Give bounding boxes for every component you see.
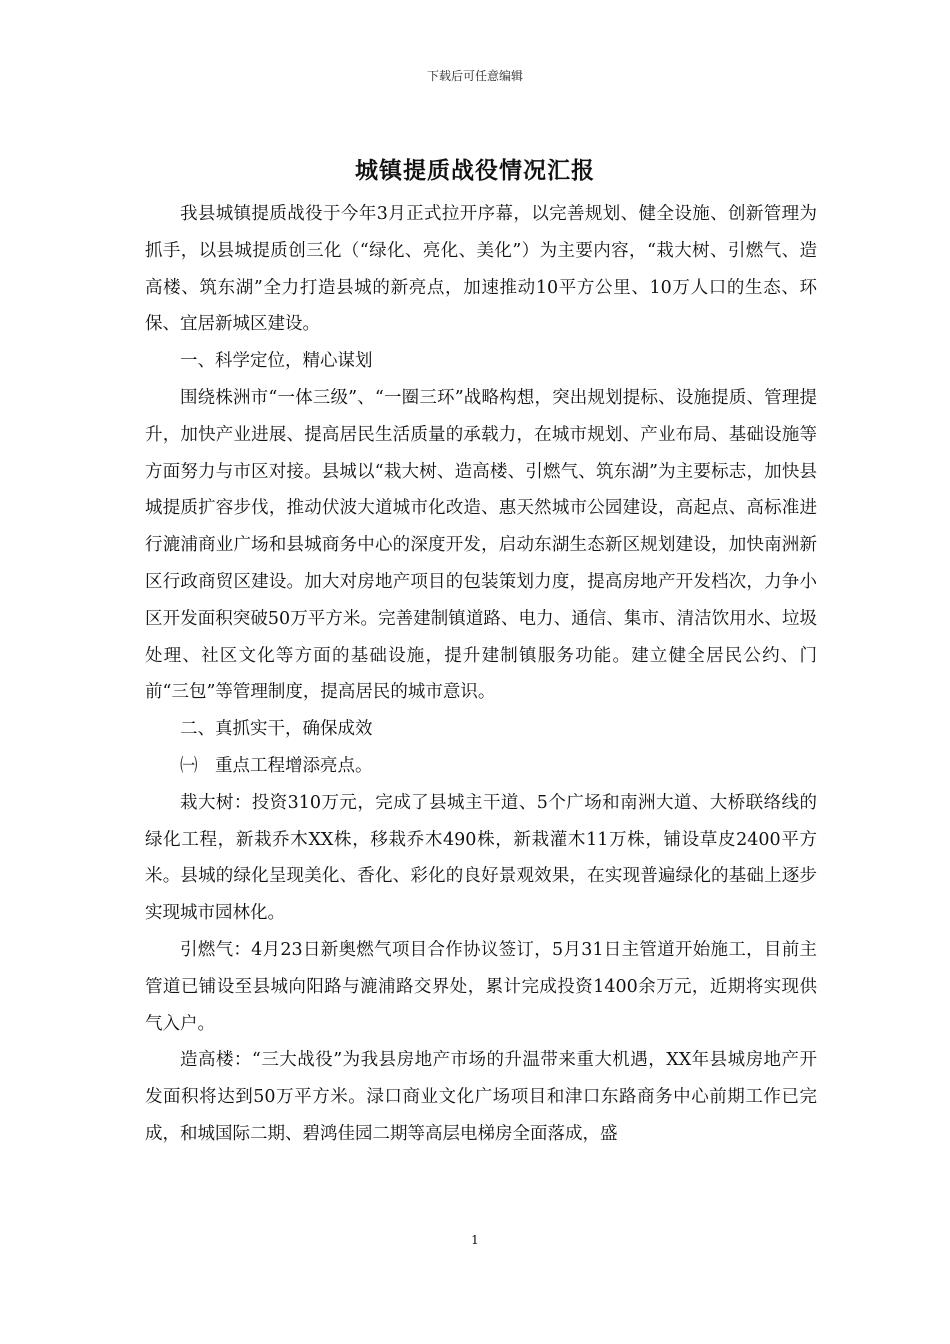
paragraph-buildings: 造高楼：“三大战役”为我县房地产市场的升温带来重大机遇，XX年县城房地产开发面积将达到50万平方米。渌口商业文化广场项目和津口东路商务中心前期工作已完成，和城国际二期、碧鸿佳园二期等高层电梯房全面落成，盛 [145,1050,817,1144]
subsection-heading-1: ㈠ 重点工程增添亮点。 [180,755,373,776]
document-title: 城镇提质战役情况汇报 [355,158,595,184]
section-heading-2: 二、真抓实干，确保成效 [180,719,373,740]
paragraph-planning: 围绕株洲市“一体三级”、“一圈三环”战略构想，突出规划提标、设施提质、管理提升，加快产业进展、提高居民生活质量的承载力，在城市规划、产业布局、基础设施等方面努力与市区对接。县城以“栽大树、造高楼、引燃气、筑东湖”为主要标志，加快县城提质扩容步伐，推动伏波大道城市化改造、惠天然城市公园建设，高起点、高标准进行漉浦商业广场和县城商务中心的深度开发，启动东湖生态新区规划建设，加快南洲新区行政商贸区建设。加大对房地产项目的包装策划力度，提高房地产开发档次，力争小区开发面积突破50万平方米。完善建制镇道路、电力、通信、集市、清洁饮用水、垃圾处理、社区文化等方面的基础设施，提升建制镇服务功能。建立健全居民公约、门前“三包”等管理制度，提高居民的城市意识。 [145,387,817,703]
paragraph-trees: 栽大树：投资310万元，完成了县城主干道、5个广场和南洲大道、大桥联络线的绿化工程，新栽乔木XX株，移栽乔木490株，新栽灌木11万株，铺设草皮2400平方米。县城的绿化呈现美化、香化、彩化的良好景观效果，在实现普遍绿化的基础上逐步实现城市园林化。 [145,792,817,924]
page-number: 1 [471,1233,479,1247]
section-heading-1: 一、科学定位，精心谋划 [180,351,373,372]
paragraph-intro: 我县城镇提质战役于今年3月正式拉开序幕，以完善规划、健全设施、创新管理为抓手，以县城提质创三化（“绿化、亮化、美化”）为主要内容，“栽大树、引燃气、造高楼、筑东湖”全力打造县城的新亮点，加速推动10平方公里、10万人口的生态、环保、宜居新城区建设。 [145,204,817,335]
header-note: 下载后可任意编辑 [426,69,523,83]
paragraph-gas: 引燃气：4月23日新奥燃气项目合作协议签订，5月31日主管道开始施工，目前主管道已铺设至县城向阳路与漉浦路交界处，累计完成投资1400余万元，近期将实现供气入户。 [145,939,817,1034]
document-body [145,196,817,1153]
